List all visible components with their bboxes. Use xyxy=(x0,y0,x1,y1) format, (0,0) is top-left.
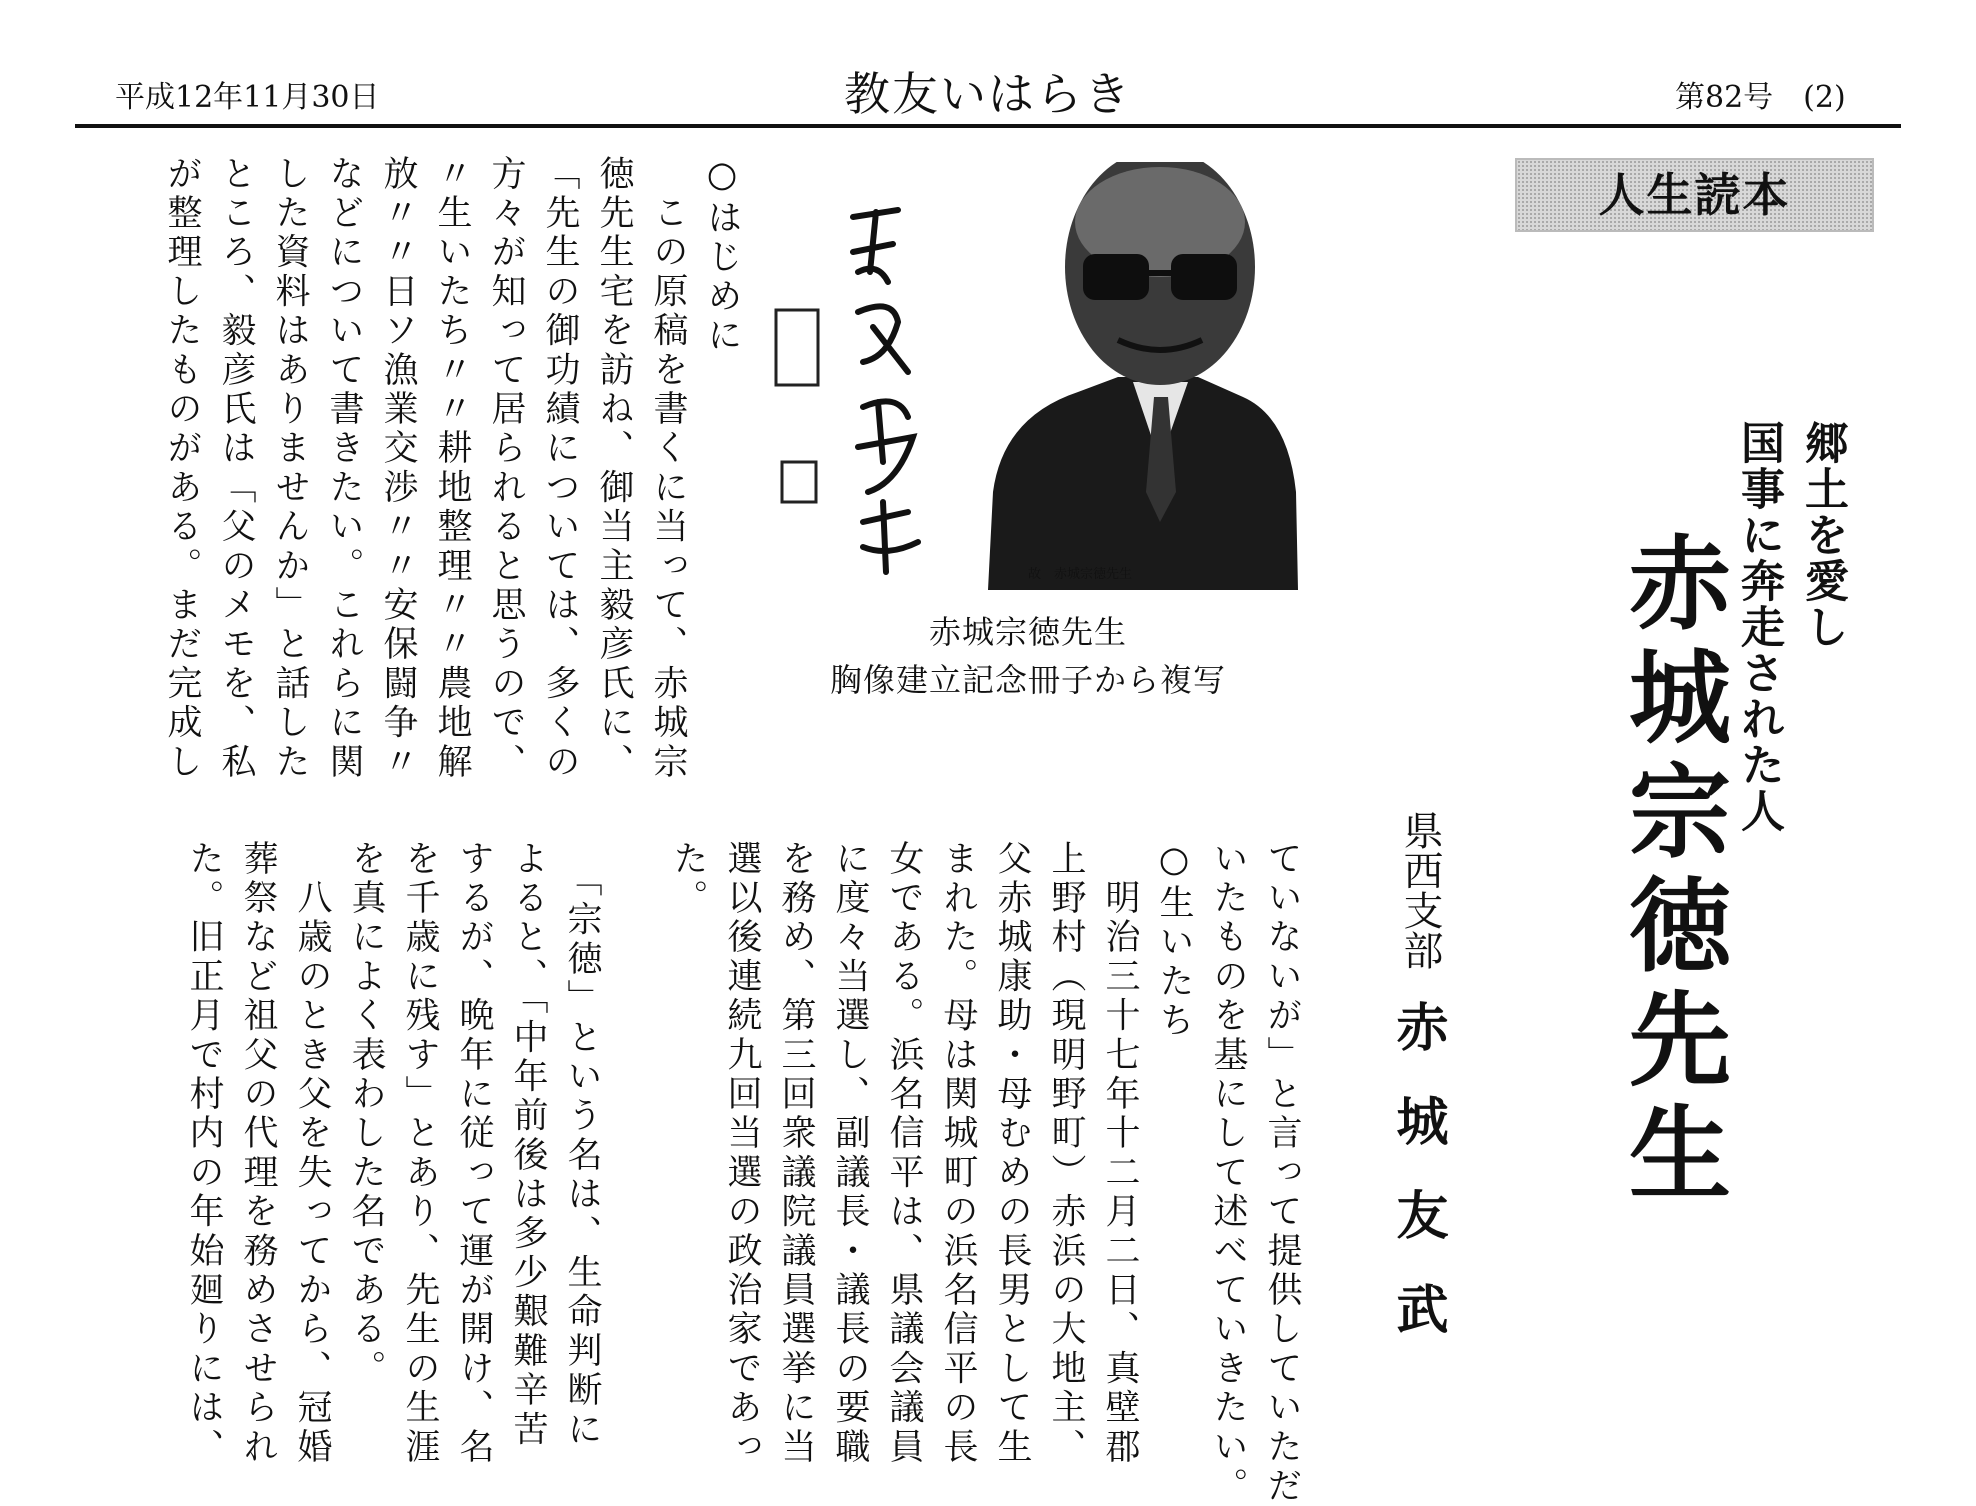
portrait-figure xyxy=(988,162,1298,590)
body-column: 「先生の御功績については、多くの xyxy=(540,155,580,783)
body-column: 明治三十七年十二月二日、真壁郡 xyxy=(1100,840,1140,1468)
body-column: ところ、毅彦氏は「父のメモを、私 xyxy=(216,155,256,783)
series-label: 人生読本 xyxy=(1515,158,1874,232)
body-column: 「宗徳」という名は、生命判断に xyxy=(562,840,602,1450)
body-column: 女である。浜名信平は、県議会議員 xyxy=(884,840,924,1468)
author-name: 赤城友武 xyxy=(1387,1000,1447,1376)
body-column: を真によく表わした名である。 xyxy=(346,840,386,1389)
body-column: を千歳に残す」とあり、先生の生涯 xyxy=(400,840,440,1468)
body-column: 方々が知って居られると思うので、 xyxy=(486,155,526,783)
photo-small-label: 故 赤城宗徳先生 xyxy=(1028,567,1133,582)
body-column: を務め、第三回衆議院議員選挙に当 xyxy=(776,840,816,1468)
body-column: 選以後連続九回当選の政治家であっ xyxy=(722,840,762,1468)
body-column: まれた。母は関城町の浜名信平の長 xyxy=(938,840,978,1468)
body-column: いたものを基にして述べていきたい。 xyxy=(1208,840,1248,1506)
body-column: 〃生いたち〃〃耕地整理〃〃農地解 xyxy=(432,155,472,783)
body-column: 放〃〃日ソ漁業交渉〃〃安保闘争〃 xyxy=(378,155,418,783)
headline-sub-1: 郷土を愛し xyxy=(1797,420,1848,650)
photo-caption xyxy=(758,608,1298,704)
headline-sub-2: 国事に奔走された人 xyxy=(1733,420,1784,834)
body-column: ていないが」と言って提供していただ xyxy=(1262,840,1302,1506)
body-column: 父赤城康助・母むめの長男として生 xyxy=(992,840,1032,1468)
body-column: した資料はありませんか」と話した xyxy=(270,155,310,783)
headline-title: 赤城宗徳先生 xyxy=(1612,530,1731,1214)
body-column: よると、「中年前後は多少艱難辛苦 xyxy=(508,840,548,1450)
caption-line: 赤城宗徳先生 xyxy=(928,613,1127,651)
body-column: ○生いたち xyxy=(1154,840,1194,1041)
caption-line: 胸像建立記念冊子から複写 xyxy=(829,661,1226,699)
issue-number: 第82号 (2) xyxy=(1675,80,1846,115)
author-department: 県西支部 xyxy=(1397,810,1443,970)
body-column: するが、晩年に従って運が開け、名 xyxy=(454,840,494,1468)
body-column: 葬祭など祖父の代理を務めさせられ xyxy=(238,840,278,1468)
body-column: た。 xyxy=(668,840,708,919)
body-column: 上野村（現明野町）赤浜の大地主、 xyxy=(1046,840,1086,1468)
portrait-photo xyxy=(758,162,1298,590)
body-column: この原稿を書くに当って、赤城宗 xyxy=(648,155,688,783)
newsletter-title: 教友いはらき xyxy=(844,67,1132,121)
body-column: などについて書きたい。これらに関 xyxy=(324,155,364,783)
body-column: ○はじめに xyxy=(702,155,742,356)
body-column: に度々当選し、副議長・議長の要職 xyxy=(830,840,870,1468)
header-rule xyxy=(75,124,1901,128)
body-column: が整理したものがある。まだ完成し xyxy=(162,155,202,783)
body-column: 徳先生宅を訪ね、御当主毅彦氏に、 xyxy=(594,155,634,783)
issue-date: 平成12年11月30日 xyxy=(115,80,380,115)
body-column: 八歳のとき父を失ってから、冠婚 xyxy=(292,840,332,1468)
body-column: た。旧正月で村内の年始廻りには、 xyxy=(184,840,224,1468)
